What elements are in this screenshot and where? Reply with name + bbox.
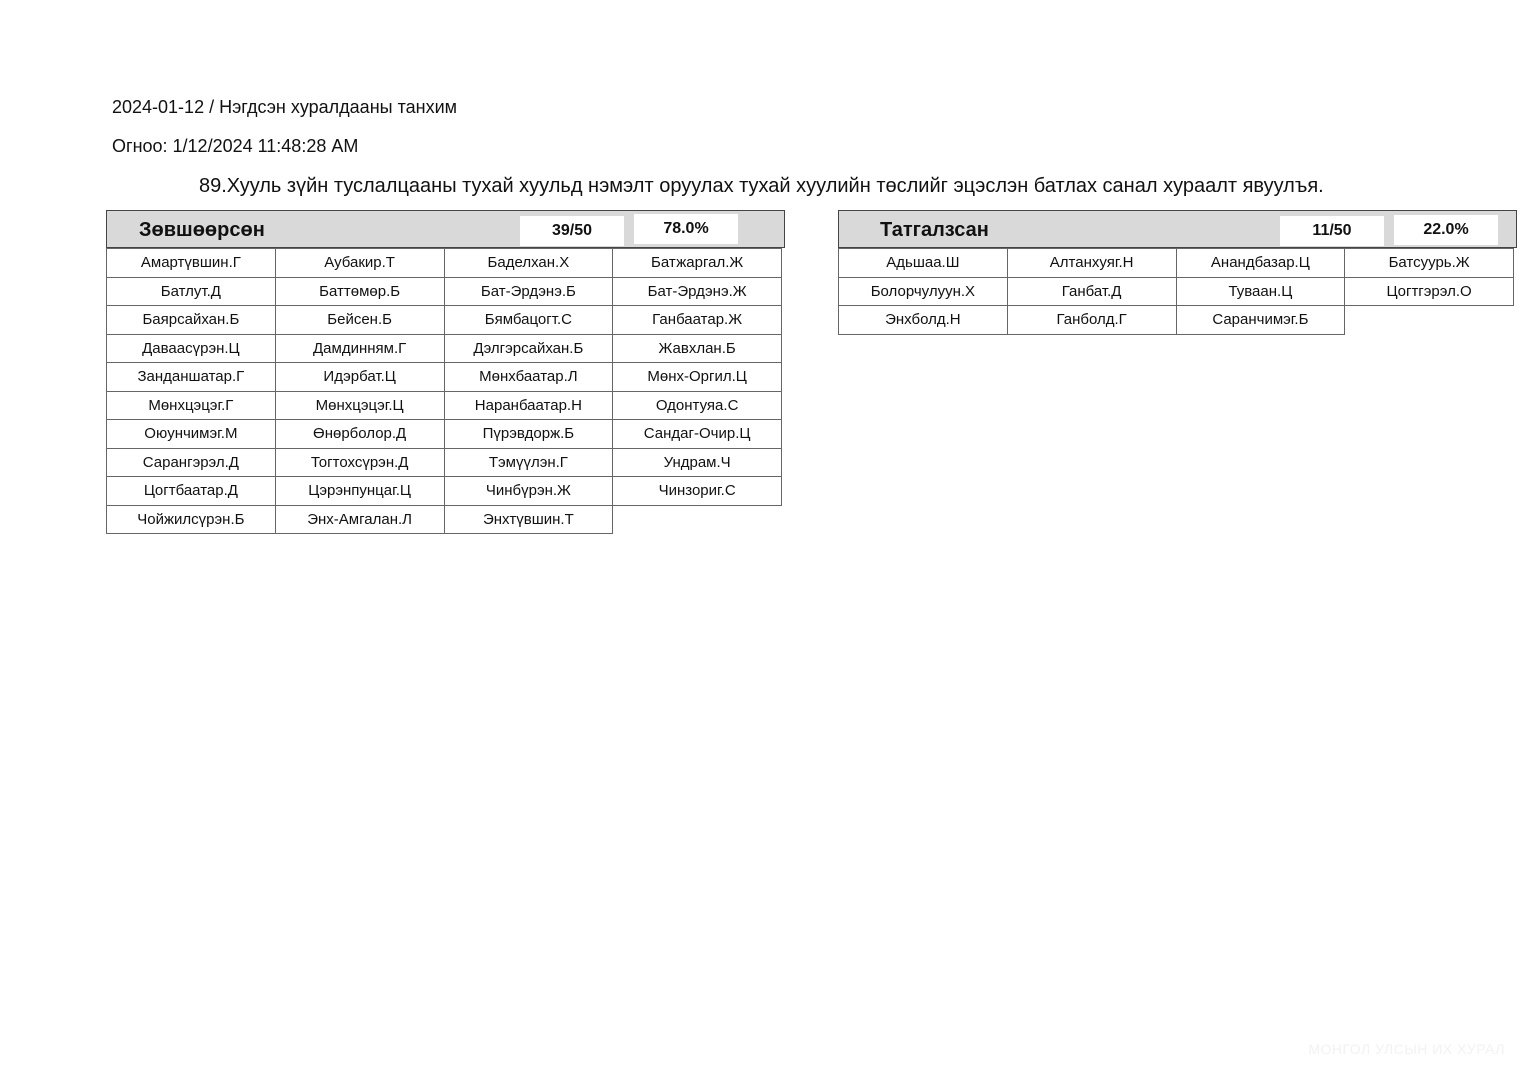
member-cell: Оюунчимэг.М (106, 419, 276, 449)
rejected-title: Татгалзсан (880, 219, 989, 241)
member-cell: Бейсен.Б (275, 305, 445, 335)
member-cell: Бямбацогт.С (444, 305, 614, 335)
member-cell: Дамдинням.Г (275, 334, 445, 364)
member-cell: Ганбат.Д (1007, 277, 1177, 307)
motion-title: 89.Хууль зүйн туслалцааны тухай хуульд нэмэлт оруулах тухай хуулийн төслийг эцэслэн батлах санал хураалт явуулъя. (199, 175, 1324, 197)
member-cell: Туваан.Ц (1176, 277, 1346, 307)
member-cell: Мөнхбаатар.Л (444, 362, 614, 392)
member-cell: Цогтбаатар.Д (106, 476, 276, 506)
member-cell: Энхболд.Н (838, 305, 1008, 335)
member-cell: Жавхлан.Б (612, 334, 782, 364)
member-cell: Аубакир.Т (275, 248, 445, 278)
member-cell: Анандбазар.Ц (1176, 248, 1346, 278)
member-cell: Баярсайхан.Б (106, 305, 276, 335)
rejected-count: 11/50 (1280, 216, 1384, 246)
rejected-percent: 22.0% (1394, 215, 1498, 245)
approved-title: Зөвшөөрсөн (139, 219, 265, 241)
member-cell: Мөнхцэцэг.Ц (275, 391, 445, 421)
approved-header (106, 210, 785, 248)
member-cell: Мөнхцэцэг.Г (106, 391, 276, 421)
approved-count: 39/50 (520, 216, 624, 246)
member-cell: Сарангэрэл.Д (106, 448, 276, 478)
member-cell: Ганболд.Г (1007, 305, 1177, 335)
member-cell: Энхтүвшин.Т (444, 505, 614, 535)
member-cell: Пүрэвдорж.Б (444, 419, 614, 449)
vote-date: Огноо: 1/12/2024 11:48:28 AM (112, 136, 359, 156)
member-cell: Бат-Эрдэнэ.Ж (612, 277, 782, 307)
member-cell: Даваасүрэн.Ц (106, 334, 276, 364)
member-cell: Баделхан.Х (444, 248, 614, 278)
rejected-header (838, 210, 1517, 248)
member-cell: Цэрэнпунцаг.Ц (275, 476, 445, 506)
member-cell: Ундрам.Ч (612, 448, 782, 478)
member-cell: Идэрбат.Ц (275, 362, 445, 392)
member-cell: Тогтохсүрэн.Д (275, 448, 445, 478)
member-cell: Саранчимэг.Б (1176, 305, 1346, 335)
member-cell: Мөнх-Оргил.Ц (612, 362, 782, 392)
member-cell: Баттөмөр.Б (275, 277, 445, 307)
member-cell: Батсуурь.Ж (1344, 248, 1514, 278)
watermark: МОНГОЛ УЛСЫН ИХ ХУРАЛ (1308, 1041, 1505, 1057)
member-cell: Одонтуяа.С (612, 391, 782, 421)
member-cell: Алтанхуяг.Н (1007, 248, 1177, 278)
member-cell: Чинбүрэн.Ж (444, 476, 614, 506)
approved-members-grid (106, 249, 785, 534)
member-cell: Тэмүүлэн.Г (444, 448, 614, 478)
member-cell: Амартүвшин.Г (106, 248, 276, 278)
approved-percent: 78.0% (634, 214, 738, 244)
member-cell: Наранбаатар.Н (444, 391, 614, 421)
member-cell: Занданшатар.Г (106, 362, 276, 392)
member-cell: Ганбаатар.Ж (612, 305, 782, 335)
member-cell: Өнөрболор.Д (275, 419, 445, 449)
member-cell: Сандаг-Очир.Ц (612, 419, 782, 449)
member-cell: Дэлгэрсайхан.Б (444, 334, 614, 364)
member-cell: Чинзориг.С (612, 476, 782, 506)
member-cell: Адьшаа.Ш (838, 248, 1008, 278)
session-title: 2024-01-12 / Нэгдсэн хуралдааны танхим (112, 97, 457, 117)
approved-group (106, 210, 785, 534)
member-cell: Болорчулуун.Х (838, 277, 1008, 307)
member-cell: Бат-Эрдэнэ.Б (444, 277, 614, 307)
rejected-members-grid (838, 249, 1517, 335)
member-cell: Энх-Амгалан.Л (275, 505, 445, 535)
member-cell: Чойжилсүрэн.Б (106, 505, 276, 535)
member-cell: Батжаргал.Ж (612, 248, 782, 278)
member-cell: Батлут.Д (106, 277, 276, 307)
rejected-group (838, 210, 1517, 335)
member-cell: Цогтгэрэл.О (1344, 277, 1514, 307)
